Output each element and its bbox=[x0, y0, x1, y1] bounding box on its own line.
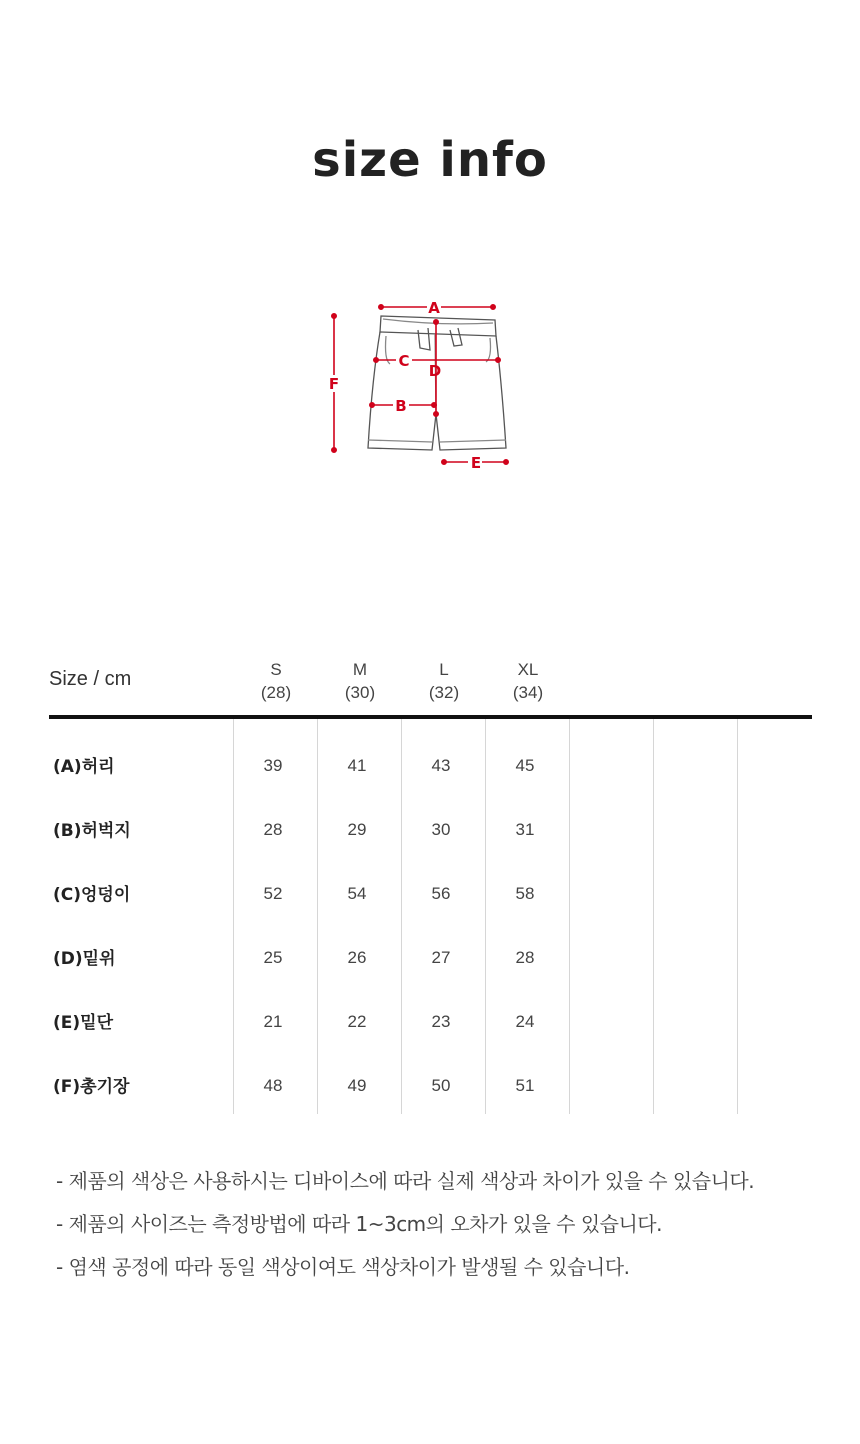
table-cell: 52 bbox=[263, 884, 283, 903]
table-cell: 45 bbox=[515, 756, 535, 775]
measure-label-f: F bbox=[328, 375, 340, 393]
table-cell: 21 bbox=[263, 1012, 283, 1031]
size-col-l bbox=[402, 658, 486, 704]
size-name: XL bbox=[517, 660, 539, 679]
column-divider bbox=[737, 719, 738, 1114]
size-col-s bbox=[234, 658, 318, 704]
table-cell: 23 bbox=[431, 1012, 451, 1031]
size-waist: (32) bbox=[428, 683, 460, 702]
size-waist: (34) bbox=[512, 683, 544, 702]
table-cell: 29 bbox=[347, 820, 367, 839]
header-divider bbox=[49, 715, 812, 719]
size-col-m bbox=[318, 658, 402, 704]
table-cell: 43 bbox=[431, 756, 451, 775]
measure-label-b: B bbox=[395, 397, 407, 415]
table-cell: 50 bbox=[431, 1076, 451, 1095]
notes-section bbox=[56, 1166, 836, 1295]
table-cell: 28 bbox=[263, 820, 283, 839]
column-divider bbox=[401, 719, 402, 1114]
table-cell: 48 bbox=[263, 1076, 283, 1095]
size-name: M bbox=[352, 660, 368, 679]
measure-label-e: E bbox=[470, 454, 482, 472]
table-cell: 27 bbox=[431, 948, 451, 967]
shorts-measurement-diagram bbox=[320, 290, 540, 500]
row-label-waist: (A)허리 bbox=[53, 757, 115, 777]
size-waist: (28) bbox=[260, 683, 292, 702]
table-cell: 22 bbox=[347, 1012, 367, 1031]
column-divider bbox=[653, 719, 654, 1114]
measure-label-a: A bbox=[428, 299, 440, 317]
table-cell: 30 bbox=[431, 820, 451, 839]
table-cell: 24 bbox=[515, 1012, 535, 1031]
row-label-rise: (D)밑위 bbox=[53, 949, 116, 969]
shorts-illustration bbox=[368, 316, 506, 450]
column-divider bbox=[569, 719, 570, 1114]
table-cell: 31 bbox=[515, 820, 535, 839]
row-label-total-length: (F)총기장 bbox=[53, 1077, 130, 1097]
column-divider bbox=[317, 719, 318, 1114]
column-divider bbox=[233, 719, 234, 1114]
table-cell: 25 bbox=[263, 948, 283, 967]
table-cell: 26 bbox=[347, 948, 367, 967]
size-col-xl bbox=[486, 658, 570, 704]
measure-label-c: C bbox=[398, 352, 410, 370]
note-size: - 제품의 사이즈는 측정방법에 따라 1~3cm의 오차가 있을 수 있습니다. bbox=[56, 1212, 662, 1236]
table-cell: 51 bbox=[515, 1076, 535, 1095]
row-label-hem: (E)밑단 bbox=[53, 1013, 113, 1033]
table-cell: 56 bbox=[431, 884, 451, 903]
size-waist: (30) bbox=[344, 683, 376, 702]
note-dye: - 염색 공정에 따라 동일 색상이여도 색상차이가 발생될 수 있습니다. bbox=[56, 1255, 630, 1279]
column-divider bbox=[485, 719, 486, 1114]
table-cell: 54 bbox=[347, 884, 367, 903]
table-cell: 41 bbox=[347, 756, 367, 775]
note-color: - 제품의 색상은 사용하시는 디바이스에 따라 실제 색상과 차이가 있을 수 있습니다. bbox=[56, 1169, 755, 1193]
table-cell: 58 bbox=[515, 884, 535, 903]
table-cell: 49 bbox=[347, 1076, 367, 1095]
row-label-hip: (C)엉덩이 bbox=[53, 885, 131, 905]
size-header-label: Size / cm bbox=[49, 668, 132, 690]
size-name: L bbox=[439, 660, 449, 679]
table-cell: 39 bbox=[263, 756, 283, 775]
page-title: size info bbox=[312, 132, 548, 188]
row-label-thigh: (B)허벅지 bbox=[53, 821, 131, 841]
size-name: S bbox=[270, 660, 282, 679]
measure-label-d: D bbox=[428, 362, 442, 380]
table-cell: 28 bbox=[515, 948, 535, 967]
